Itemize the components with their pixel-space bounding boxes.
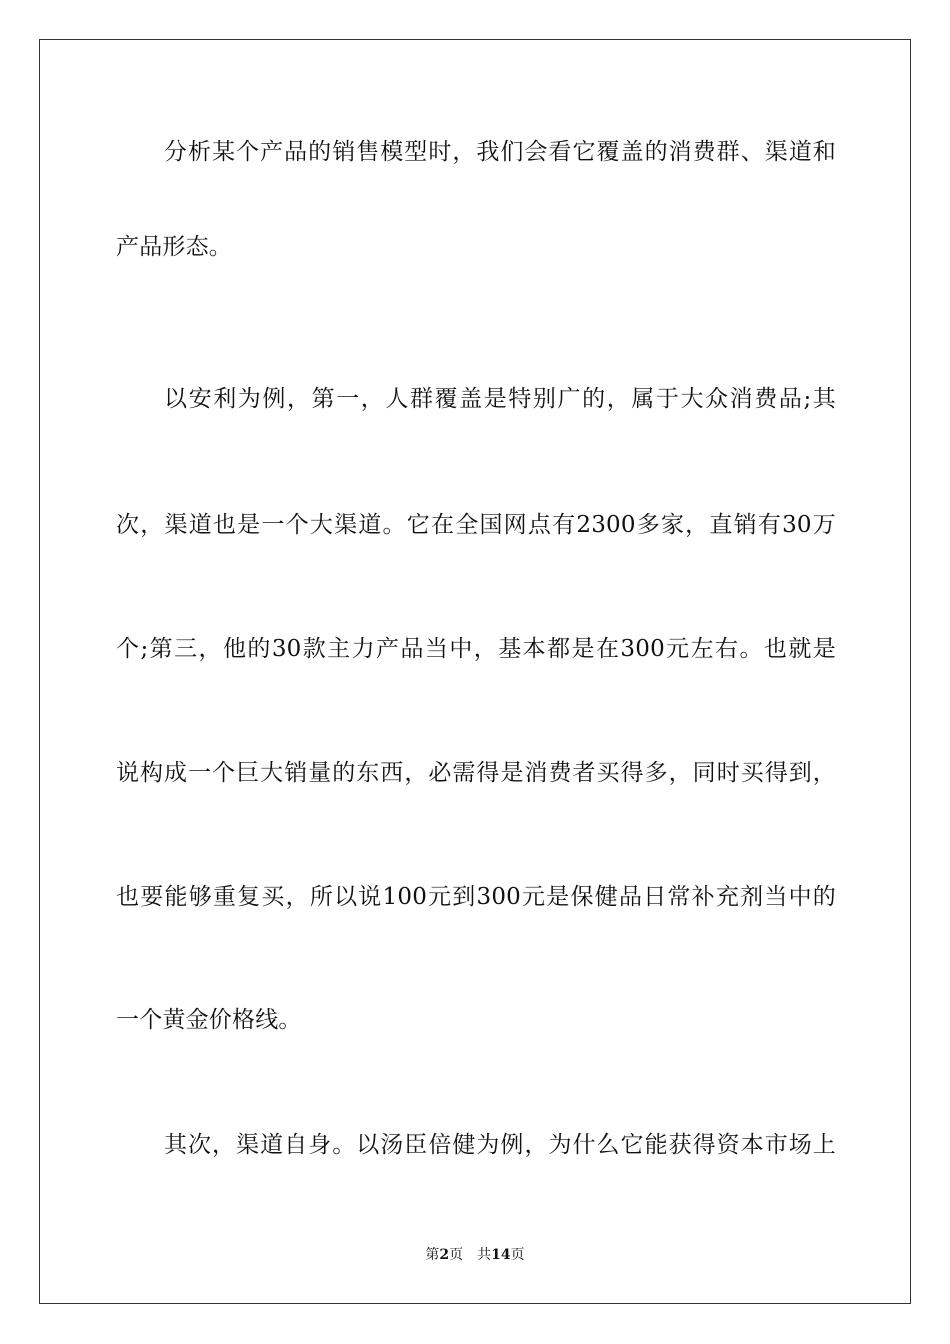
page-current: 2 — [439, 1247, 450, 1263]
paragraph-2-line-5: 也要能够重复买，所以说100元到300元是保健品日常补充剂当中的 — [116, 884, 836, 910]
page-total: 14 — [491, 1247, 511, 1263]
page-suffix: 页 — [449, 1247, 464, 1263]
paragraph-2-line-2: 次，渠道也是一个大渠道。它在全国网点有2300多家，直销有30万 — [116, 512, 836, 538]
paragraph-2-line-4: 说构成一个巨大销量的东西，必需得是消费者买得多，同时买得到， — [116, 760, 836, 786]
paragraph-1-line-1: 分析某个产品的销售模型时，我们会看它覆盖的消费群、渠道和 — [164, 139, 836, 165]
page-footer — [0, 1246, 950, 1264]
paragraph-2-line-3: 个;第三，他的30款主力产品当中，基本都是在300元左右。也就是 — [116, 636, 836, 662]
page-border — [39, 39, 911, 1304]
paragraph-2-line-6: 一个黄金价格线。 — [116, 1007, 302, 1033]
paragraph-1-line-2: 产品形态。 — [116, 234, 232, 260]
total-prefix: 共 — [477, 1247, 492, 1263]
total-suffix: 页 — [510, 1247, 525, 1263]
paragraph-3-line-1: 其次，渠道自身。以汤臣倍健为例，为什么它能获得资本市场上 — [164, 1132, 836, 1158]
paragraph-2-line-1: 以安利为例，第一，人群覆盖是特别广的，属于大众消费品;其 — [164, 386, 836, 412]
page-prefix: 第 — [425, 1247, 440, 1263]
